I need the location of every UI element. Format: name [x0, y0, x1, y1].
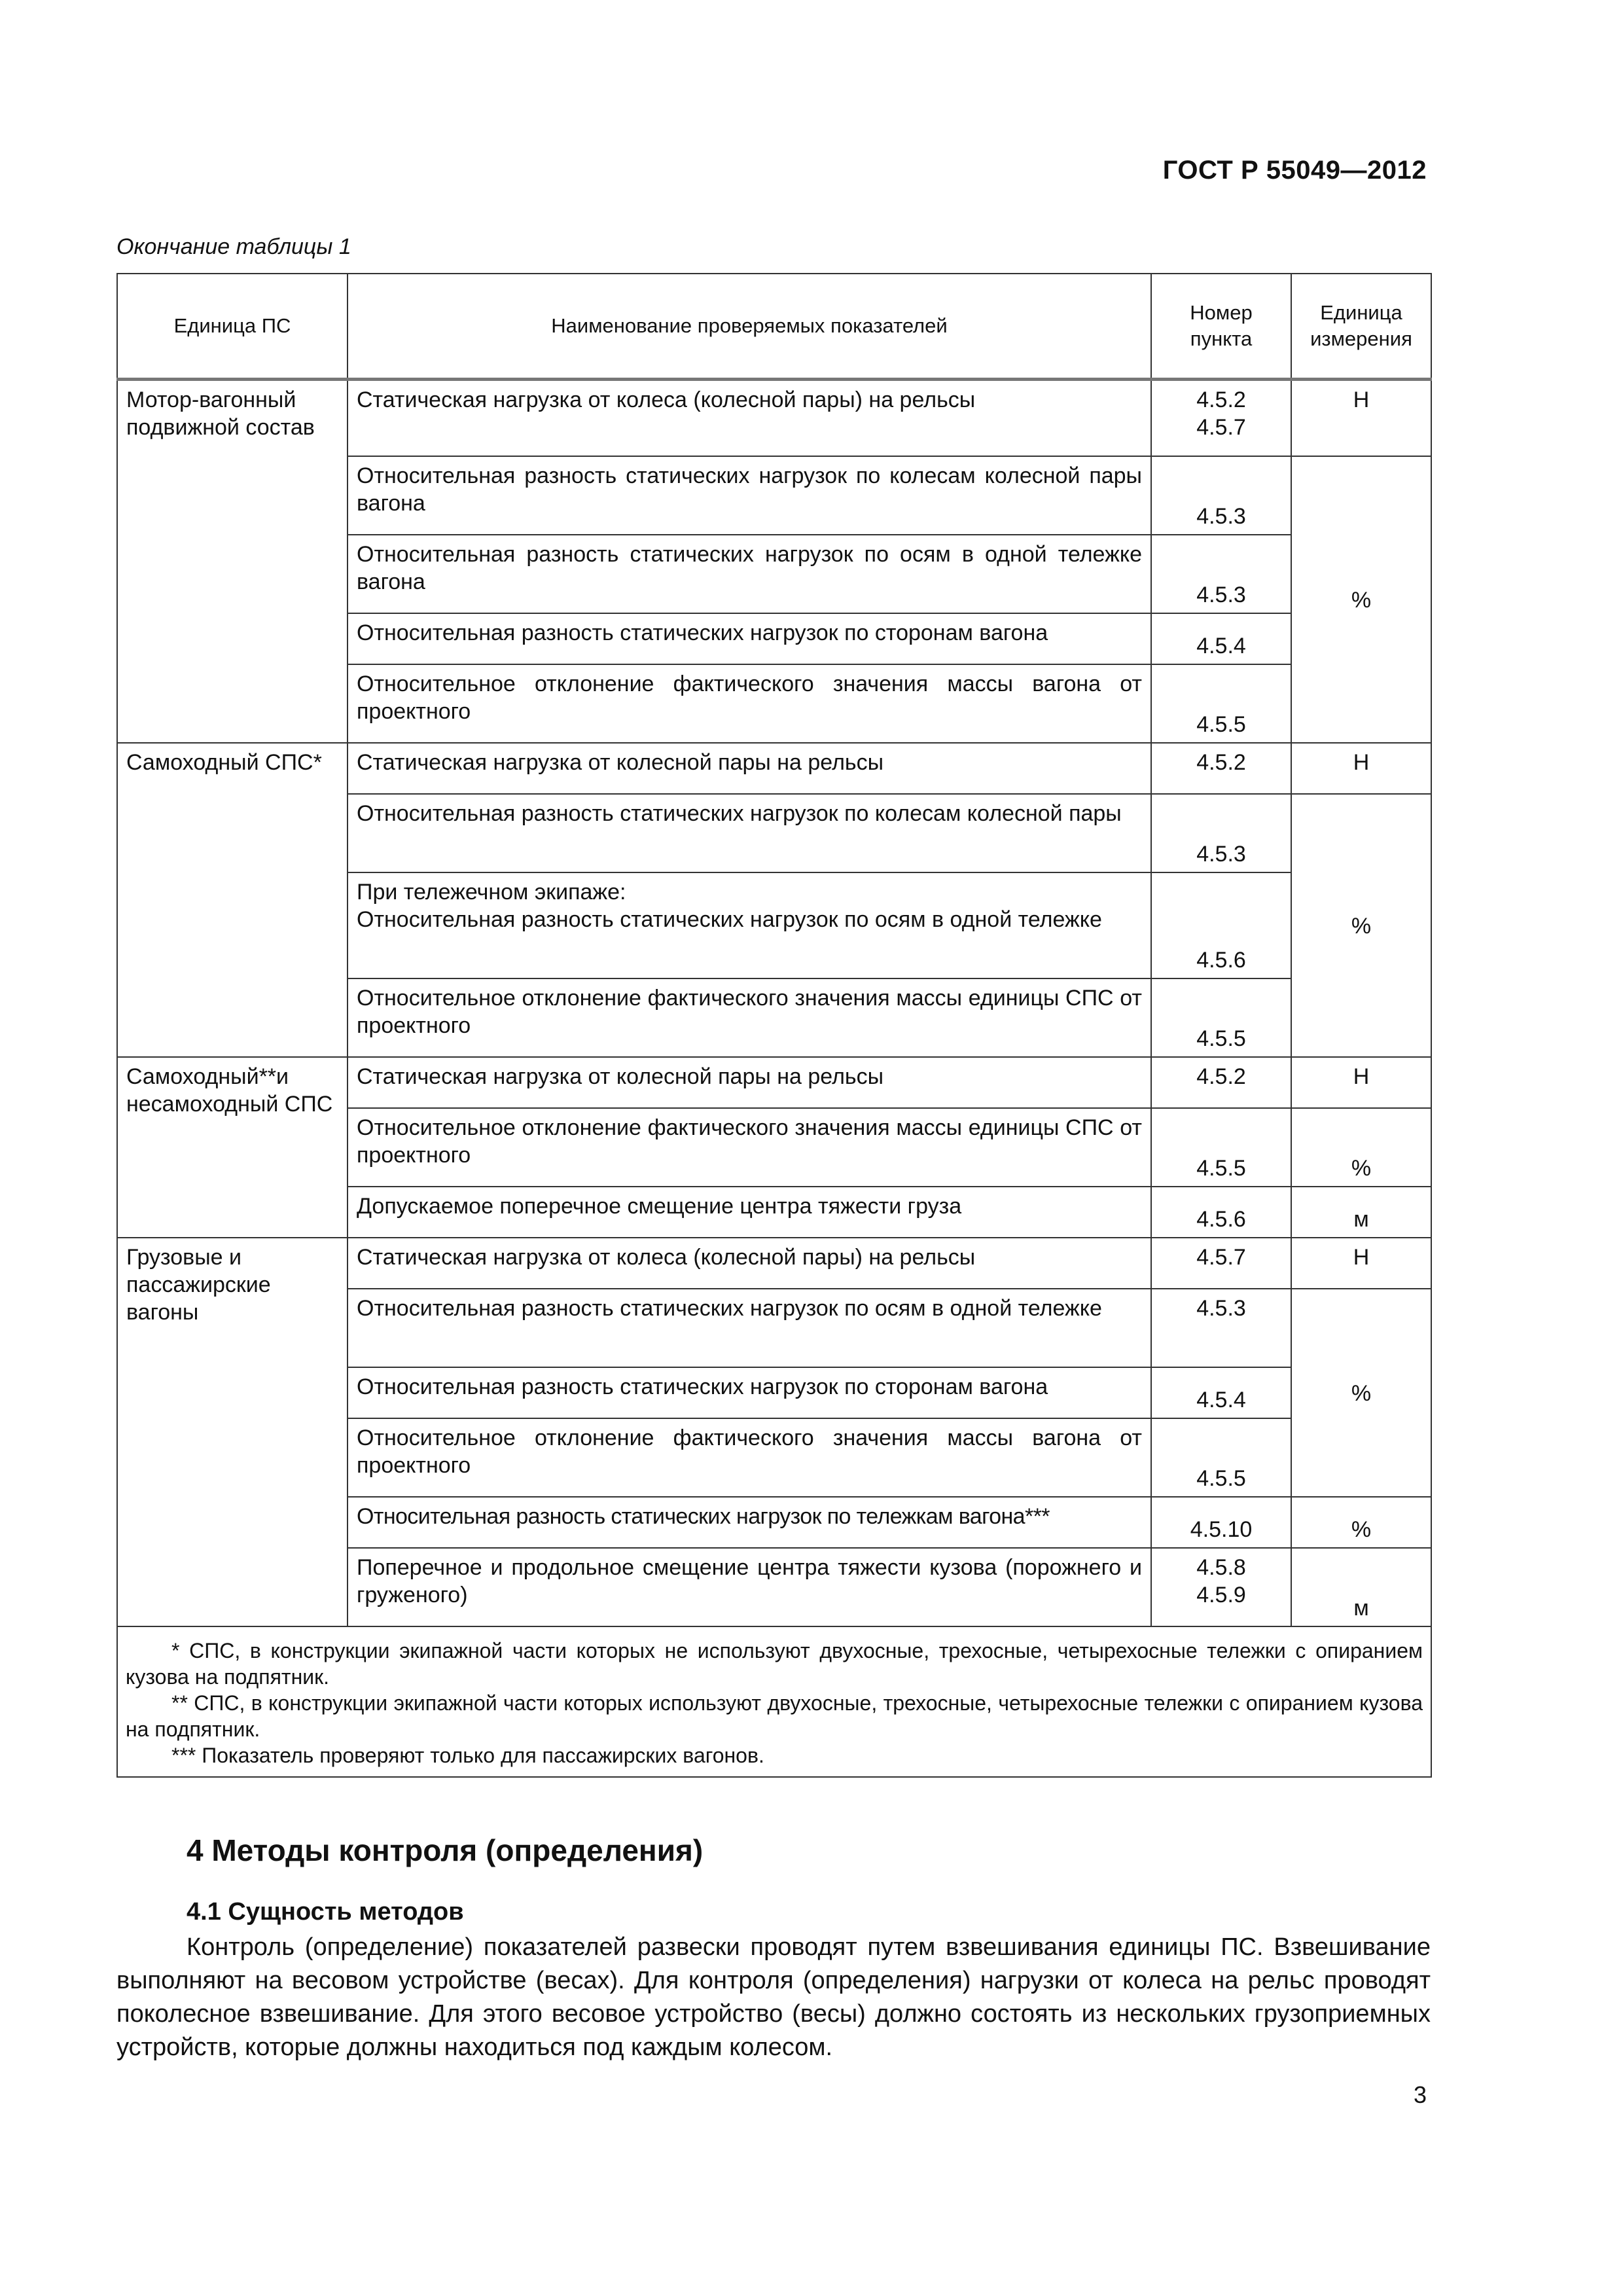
measure-cell: %	[1291, 794, 1431, 1057]
table-footnotes-row	[117, 1626, 1431, 1777]
clause-cell: 4.5.3	[1151, 456, 1291, 535]
indicator-cell: Относительная разность статических нагрузок по сторонам вагона	[348, 1367, 1151, 1418]
unit-cell: Мотор-вагонный подвижной состав	[117, 380, 348, 743]
indicator-cell: Относительное отклонение фактического значения массы вагона от проектного	[348, 664, 1151, 743]
indicator-cell: Статическая нагрузка от колеса (колесной пары) на рельсы	[348, 380, 1151, 456]
indicator-cell: Статическая нагрузка от колеса (колесной пары) на рельсы	[348, 1238, 1151, 1289]
measure-cell: %	[1291, 1497, 1431, 1548]
table-header-row	[117, 274, 1431, 380]
measure-cell: м	[1291, 1548, 1431, 1626]
clause-cell: 4.5.2	[1151, 1057, 1291, 1108]
measure-cell: Н	[1291, 1238, 1431, 1289]
clause-cell: 4.5.5	[1151, 978, 1291, 1057]
footnote: * СПС, в конструкции экипажной части которых не используют двухосные, трехосные, четырехосные тележки с опиранием кузова на подпятник.	[126, 1638, 1423, 1689]
body-paragraph: Контроль (определение) показателей развески проводят путем взвешивания единицы ПС. Взвешивание выполняют на весовом устройстве (весах). Для контроля (определения) нагрузки от колеса на рельс проводят поколесное взвешивание. Для этого весовое устройство (весы) должно состоять из нескольких грузоприемных устройств, которые должны находиться под каждым колесом.	[116, 1933, 1431, 2061]
indicator-cell: Статическая нагрузка от колесной пары на рельсы	[348, 743, 1151, 794]
indicator-cell: Поперечное и продольное смещение центра тяжести кузова (порожнего и груженого)	[348, 1548, 1151, 1626]
indicator-cell: Относительное отклонение фактического значения массы единицы СПС от проектного	[348, 978, 1151, 1057]
header-indicator: Наименование проверяемых показателей	[348, 274, 1151, 380]
unit-cell: Грузовые и пассажирские вагоны	[117, 1238, 348, 1626]
footnotes-cell	[117, 1626, 1431, 1777]
clause-cell: 4.5.3	[1151, 535, 1291, 613]
measure-cell: Н	[1291, 1057, 1431, 1108]
indicator-cell: Относительная разность статических нагрузок по осям в одной тележке вагона	[348, 535, 1151, 613]
clause-cell: 4.5.3	[1151, 794, 1291, 872]
section-title: 4 Методы контроля (определения)	[187, 1833, 704, 1867]
measure-cell: %	[1291, 1108, 1431, 1187]
footnote: ** СПС, в конструкции экипажной части которых используют двухосные, трехосные, четырехосные тележки с опиранием кузова на подпятник.	[126, 1691, 1423, 1741]
indicator-cell: Относительная разность статических нагрузок по колесам колесной пары вагона	[348, 456, 1151, 535]
clause-cell: 4.5.6	[1151, 1187, 1291, 1238]
clause-cell: 4.5.2	[1151, 743, 1291, 794]
document-code: ГОСТ Р 55049—2012	[1162, 156, 1427, 185]
clause-cell: 4.5.4	[1151, 613, 1291, 664]
indicator-cell: Статическая нагрузка от колесной пары на рельсы	[348, 1057, 1151, 1108]
table-row	[117, 380, 1431, 456]
page-number: 3	[1413, 2081, 1427, 2108]
header-measure: Единица измерения	[1291, 274, 1431, 380]
measure-cell: %	[1291, 456, 1431, 743]
indicator-cell: Относительная разность статических нагрузок по сторонам вагона	[348, 613, 1151, 664]
indicator-cell: Относительная разность статических нагрузок по колесам колесной пары	[348, 794, 1151, 872]
indicator-cell: Относительное отклонение фактического значения массы вагона от проектного	[348, 1418, 1151, 1497]
clause-cell: 4.5.8 4.5.9	[1151, 1548, 1291, 1626]
indicator-cell: Относительная разность статических нагрузок по тележкам вагона***	[348, 1497, 1151, 1548]
clause-cell: 4.5.4	[1151, 1367, 1291, 1418]
table-row	[117, 1057, 1431, 1108]
clause-cell: 4.5.2 4.5.7	[1151, 380, 1291, 456]
table-row	[117, 743, 1431, 794]
measure-cell: Н	[1291, 743, 1431, 794]
clause-cell: 4.5.3	[1151, 1289, 1291, 1367]
clause-cell: 4.5.5	[1151, 1418, 1291, 1497]
header-unit-ps: Единица ПС	[117, 274, 348, 380]
indicator-cell: При тележечном экипаже: Относительная разность статических нагрузок по осям в одной тележке	[348, 872, 1151, 978]
subsection-title: 4.1 Сущность методов	[187, 1898, 464, 1926]
clause-cell: 4.5.7	[1151, 1238, 1291, 1289]
clause-cell: 4.5.5	[1151, 664, 1291, 743]
indicator-cell: Относительная разность статических нагрузок по осям в одной тележке	[348, 1289, 1151, 1367]
measure-cell: Н	[1291, 380, 1431, 456]
unit-cell: Самоходный СПС*	[117, 743, 348, 1057]
measure-cell: м	[1291, 1187, 1431, 1238]
clause-cell: 4.5.5	[1151, 1108, 1291, 1187]
header-clause: Номер пункта	[1151, 274, 1291, 380]
unit-cell: Самоходный**и несамоходный СПС	[117, 1057, 348, 1238]
inspection-table	[116, 273, 1432, 1778]
table-caption: Окончание таблицы 1	[116, 234, 351, 259]
clause-cell: 4.5.6	[1151, 872, 1291, 978]
indicator-cell: Относительное отклонение фактического значения массы единицы СПС от проектного	[348, 1108, 1151, 1187]
table-row	[117, 1238, 1431, 1289]
clause-cell: 4.5.10	[1151, 1497, 1291, 1548]
indicator-cell: Допускаемое поперечное смещение центра тяжести груза	[348, 1187, 1151, 1238]
footnote: *** Показатель проверяют только для пассажирских вагонов.	[171, 1743, 764, 1767]
measure-cell: %	[1291, 1289, 1431, 1497]
